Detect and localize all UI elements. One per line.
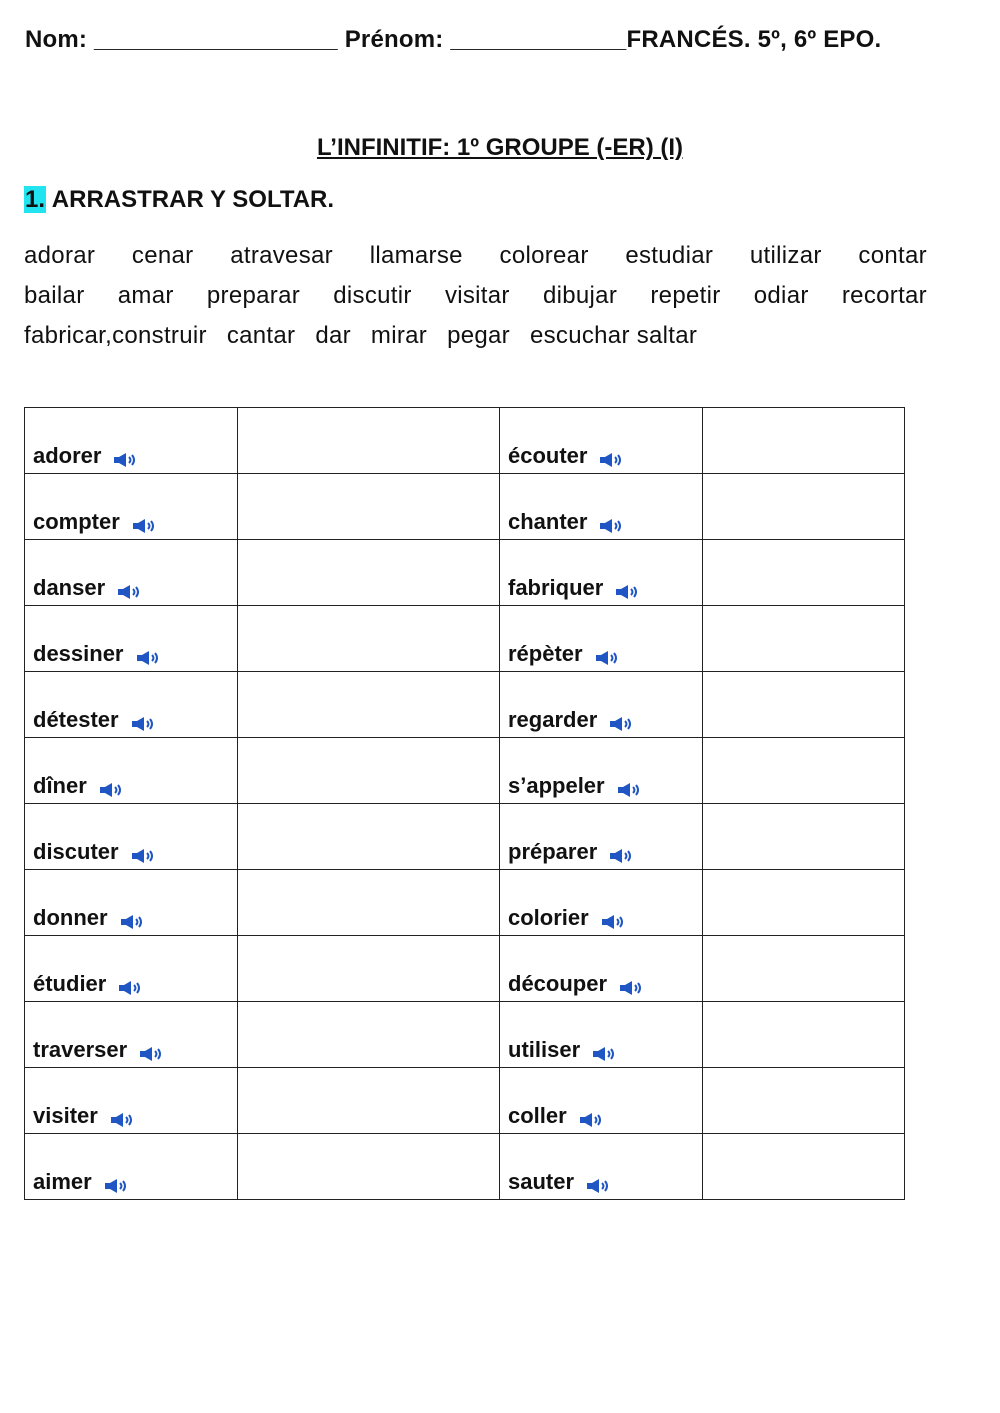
- speaker-icon[interactable]: [586, 1174, 612, 1190]
- answer-drop-zone[interactable]: [703, 408, 905, 474]
- french-verb: chanter: [508, 509, 588, 534]
- speaker-icon[interactable]: [579, 1108, 605, 1124]
- verb-cell: [500, 474, 703, 540]
- table-row: [25, 672, 905, 738]
- draggable-word[interactable]: estudiar: [625, 242, 714, 269]
- verb-cell: [500, 1002, 703, 1068]
- french-verb: répèter: [508, 641, 583, 666]
- answer-drop-zone[interactable]: [238, 606, 500, 672]
- speaker-icon[interactable]: [592, 1042, 618, 1058]
- answer-drop-zone[interactable]: [703, 738, 905, 804]
- draggable-word[interactable]: recortar: [841, 282, 927, 309]
- word-bank-line: [24, 316, 927, 356]
- french-verb: compter: [33, 509, 120, 534]
- speaker-icon[interactable]: [110, 1108, 136, 1124]
- verb-cell: [25, 408, 238, 474]
- draggable-word[interactable]: cantar: [226, 322, 296, 349]
- answer-drop-zone[interactable]: [238, 936, 500, 1002]
- french-verb: dîner: [33, 773, 87, 798]
- speaker-icon[interactable]: [617, 778, 643, 794]
- french-verb: aimer: [33, 1169, 92, 1194]
- verb-cell: [500, 738, 703, 804]
- verb-cell: [25, 1002, 238, 1068]
- speaker-icon[interactable]: [118, 976, 144, 992]
- speaker-icon[interactable]: [139, 1042, 165, 1058]
- answer-drop-zone[interactable]: [703, 804, 905, 870]
- french-verb: regarder: [508, 707, 598, 732]
- table-row: [25, 738, 905, 804]
- table-row: [25, 606, 905, 672]
- answer-drop-zone[interactable]: [703, 1002, 905, 1068]
- verb-cell: [500, 408, 703, 474]
- french-verb: dessiner: [33, 641, 124, 666]
- answer-drop-zone[interactable]: [238, 1068, 500, 1134]
- draggable-word[interactable]: mirar: [370, 322, 428, 349]
- speaker-icon[interactable]: [601, 910, 627, 926]
- answer-drop-zone[interactable]: [703, 672, 905, 738]
- speaker-icon[interactable]: [132, 514, 158, 530]
- name-header: Nom: __________________ Prénom: _____________FRANCÉS. 5º, 6º EPO.: [25, 26, 882, 53]
- answer-drop-zone[interactable]: [238, 474, 500, 540]
- french-verb: traverser: [33, 1037, 128, 1062]
- verb-cell: [25, 540, 238, 606]
- verb-cell: [25, 738, 238, 804]
- draggable-word[interactable]: dibujar: [542, 282, 618, 309]
- answer-drop-zone[interactable]: [238, 408, 500, 474]
- french-verb: s’appeler: [508, 773, 605, 798]
- speaker-icon[interactable]: [131, 712, 157, 728]
- verb-cell: [500, 1134, 703, 1200]
- table-row: [25, 474, 905, 540]
- french-verb: discuter: [33, 839, 119, 864]
- draggable-word[interactable]: colorear: [499, 242, 589, 269]
- draggable-word[interactable]: fabricar,construir: [24, 322, 207, 349]
- speaker-icon[interactable]: [599, 514, 625, 530]
- verb-cell: [25, 1134, 238, 1200]
- draggable-word[interactable]: dar: [315, 322, 351, 349]
- table-row: [25, 540, 905, 606]
- draggable-word[interactable]: escuchar saltar: [529, 322, 698, 349]
- speaker-icon[interactable]: [595, 646, 621, 662]
- french-verb: coller: [508, 1103, 567, 1128]
- draggable-word[interactable]: visitar: [444, 282, 510, 309]
- answer-drop-zone[interactable]: [238, 738, 500, 804]
- answer-drop-zone[interactable]: [238, 672, 500, 738]
- table-row: [25, 870, 905, 936]
- verb-cell: [500, 936, 703, 1002]
- speaker-icon[interactable]: [609, 712, 635, 728]
- word-bank: [24, 236, 927, 356]
- table-row: [25, 408, 905, 474]
- draggable-word[interactable]: discutir: [333, 282, 412, 309]
- speaker-icon[interactable]: [104, 1174, 130, 1190]
- french-verb: visiter: [33, 1103, 98, 1128]
- french-verb: adorer: [33, 443, 102, 468]
- french-verb: découper: [508, 971, 608, 996]
- french-verb: écouter: [508, 443, 588, 468]
- french-verb: fabriquer: [508, 575, 604, 600]
- verb-cell: [500, 804, 703, 870]
- draggable-word[interactable]: pegar: [447, 322, 510, 349]
- speaker-icon[interactable]: [99, 778, 125, 794]
- table-row: [25, 1002, 905, 1068]
- verb-cell: [500, 540, 703, 606]
- answer-drop-zone[interactable]: [703, 936, 905, 1002]
- answer-drop-zone[interactable]: [238, 870, 500, 936]
- table-row: [25, 1068, 905, 1134]
- french-verb: détester: [33, 707, 119, 732]
- verb-cell: [25, 1068, 238, 1134]
- draggable-word[interactable]: amar: [117, 282, 174, 309]
- french-verb: préparer: [508, 839, 598, 864]
- draggable-word[interactable]: llamarse: [369, 242, 463, 269]
- french-verb: sauter: [508, 1169, 575, 1194]
- french-verb: étudier: [33, 971, 107, 996]
- verb-cell: [25, 936, 238, 1002]
- speaker-icon[interactable]: [136, 646, 162, 662]
- speaker-icon[interactable]: [113, 448, 139, 464]
- verb-cell: [500, 606, 703, 672]
- verb-cell: [25, 474, 238, 540]
- speaker-icon[interactable]: [120, 910, 146, 926]
- draggable-word[interactable]: adorar: [24, 242, 96, 269]
- word-bank-line: [24, 236, 927, 276]
- draggable-word[interactable]: utilizar: [749, 242, 822, 269]
- table-row: [25, 1134, 905, 1200]
- answer-drop-zone[interactable]: [703, 540, 905, 606]
- verb-cell: [25, 870, 238, 936]
- speaker-icon[interactable]: [609, 844, 635, 860]
- task-number: 1.: [25, 186, 46, 213]
- verb-cell: [500, 672, 703, 738]
- answer-drop-zone[interactable]: [238, 540, 500, 606]
- speaker-icon[interactable]: [117, 580, 143, 596]
- answer-drop-zone[interactable]: [703, 474, 905, 540]
- answer-drop-zone[interactable]: [703, 1068, 905, 1134]
- verb-cell: [500, 870, 703, 936]
- french-verb: utiliser: [508, 1037, 581, 1062]
- verb-cell: [25, 606, 238, 672]
- draggable-word[interactable]: cenar: [131, 242, 194, 269]
- draggable-word[interactable]: bailar: [24, 282, 85, 309]
- speaker-icon[interactable]: [599, 448, 625, 464]
- answer-drop-zone[interactable]: [238, 1002, 500, 1068]
- task-label: ARRASTRAR Y SOLTAR.: [51, 186, 335, 213]
- draggable-word[interactable]: repetir: [650, 282, 721, 309]
- table-row: [25, 804, 905, 870]
- verb-table: [24, 407, 905, 1200]
- answer-drop-zone[interactable]: [703, 870, 905, 936]
- word-bank-line: [24, 276, 927, 316]
- speaker-icon[interactable]: [615, 580, 641, 596]
- answer-drop-zone[interactable]: [703, 1134, 905, 1200]
- answer-drop-zone[interactable]: [238, 804, 500, 870]
- french-verb: danser: [33, 575, 106, 600]
- speaker-icon[interactable]: [131, 844, 157, 860]
- answer-drop-zone[interactable]: [703, 606, 905, 672]
- task-heading: [24, 186, 334, 214]
- answer-drop-zone[interactable]: [238, 1134, 500, 1200]
- page-title: L’INFINITIF: 1º GROUPE (-ER) (I): [316, 134, 684, 161]
- draggable-word[interactable]: contar: [858, 242, 927, 269]
- french-verb: colorier: [508, 905, 589, 930]
- speaker-icon[interactable]: [619, 976, 645, 992]
- verb-cell: [25, 804, 238, 870]
- verb-cell: [500, 1068, 703, 1134]
- verb-cell: [25, 672, 238, 738]
- draggable-word[interactable]: preparar: [206, 282, 301, 309]
- draggable-word[interactable]: atravesar: [230, 242, 333, 269]
- table-row: [25, 936, 905, 1002]
- draggable-word[interactable]: odiar: [753, 282, 809, 309]
- french-verb: donner: [33, 905, 108, 930]
